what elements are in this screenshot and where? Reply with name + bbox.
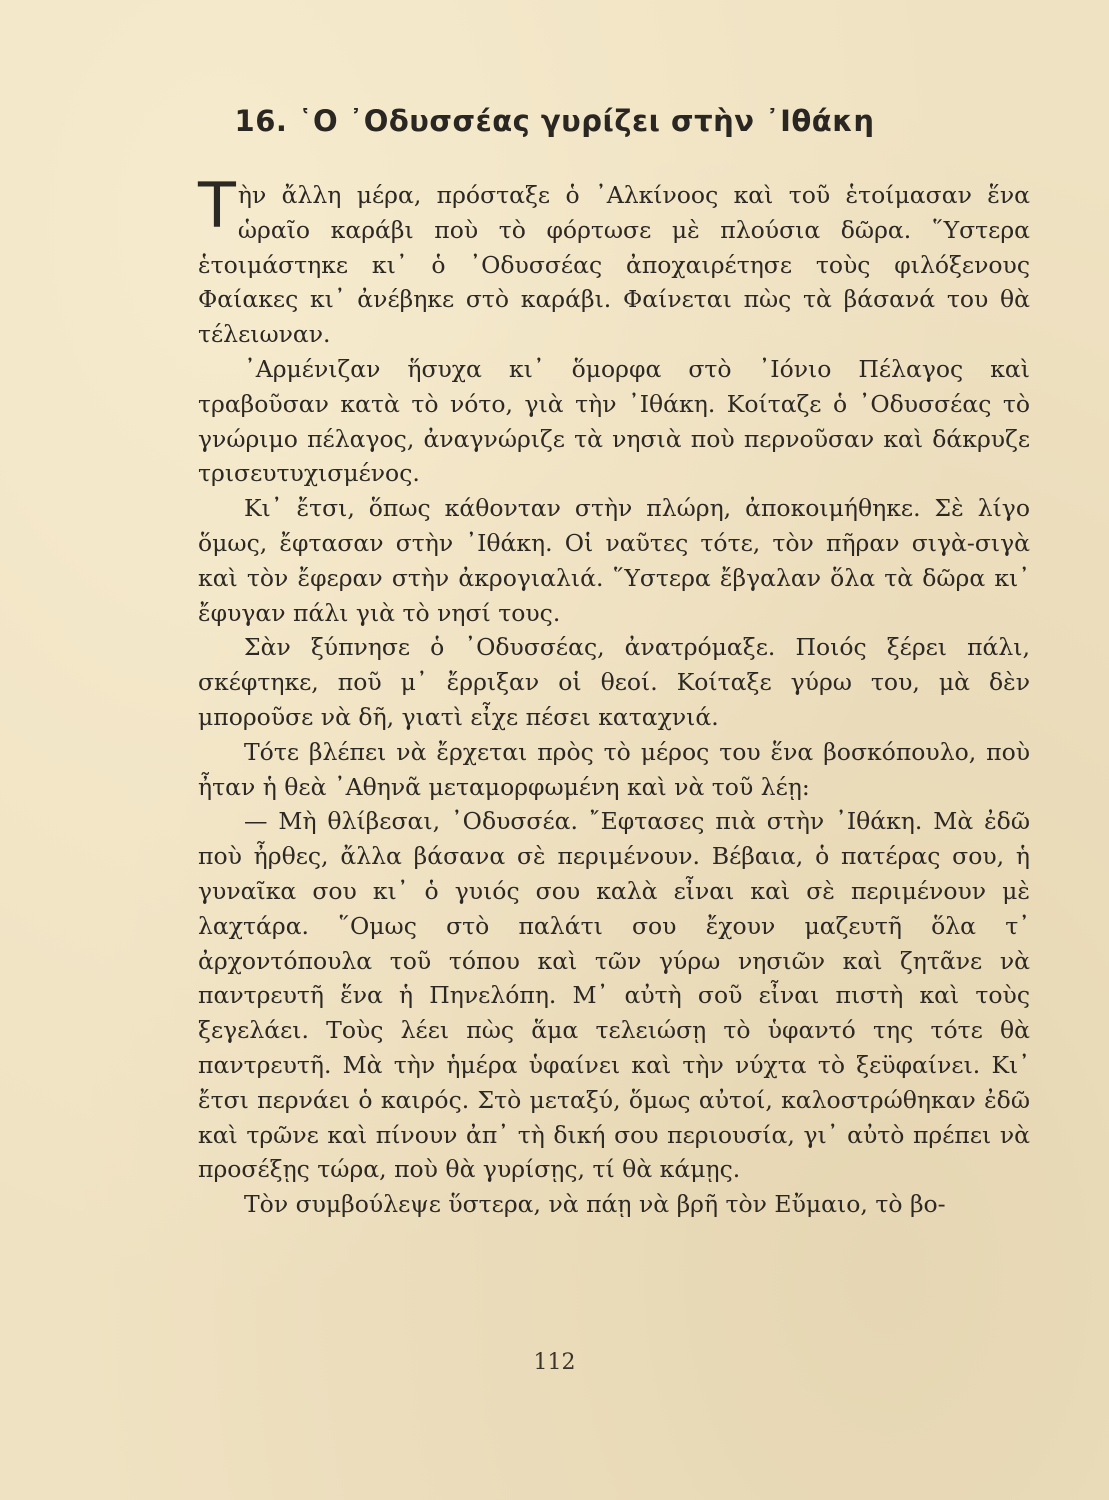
paragraph-7: Τὸν συμβούλεψε ὕστερα, νὰ πάῃ νὰ βρῆ τὸν Εὔμαιο, τὸ βο- — [244, 1190, 946, 1219]
paragraph-1 — [198, 169, 1030, 352]
drop-cap-letter: Τ — [198, 169, 236, 242]
chapter-heading: 16. ῾Ο ᾿Οδυσσέας γυρίζει στὴν ᾿Ιθάκη — [234, 104, 875, 138]
paragraph-6: — Μὴ θλίβεσαι, ᾿Οδυσσέα. ῎Εφτασες πιὰ στὴν ᾿Ιθάκη. Μὰ ἐδῶ ποὺ ἦρθες, ἄλλα βάσανα σὲ περιμένουν. Βέβαια, ὁ πατέρας σου, ἡ γυναῖκα σου κι᾿ ὁ γυιός σου καλὰ εἶναι καὶ σὲ περιμένουν μὲ λαχτάρα. ῞Ομως στὸ παλάτι σου ἔχουν μαζευτῆ ὅλα τ᾿ ἀρχοντόπουλα τοῦ τόπου καὶ τῶν γύρω νησιῶν καὶ ζητᾶνε νὰ παντρευτῆ ἕνα ἡ Πηνελόπη. Μ᾿ αὐτὴ σοῦ εἶναι πιστὴ καὶ τοὺς ξεγελάει. Τοὺς λέει πὼς ἅμα τελειώσῃ τὸ ὑφαντό της τότε θὰ παντρευτῆ. Μὰ τὴν ἡμέρα ὑφαίνει καὶ τὴν νύχτα τὸ ξεϋφαίνει. Κι᾿ ἔτσι περνάει ὁ καιρός. Στὸ μεταξύ, ὅμως αὐτοί, καλοστρώθηκαν ἐδῶ καὶ τρῶνε καὶ πίνουν ἀπ᾿ τὴ δική σου περιουσία, γι᾿ αὐτὸ πρέπει νὰ προσέξῃς τώρα, ποὺ θὰ γυρίσῃς, τί θὰ κάμῃς. — [198, 807, 1030, 1184]
paragraph-2: ᾿Αρμένιζαν ἥσυχα κι᾿ ὅμορφα στὸ ᾿Ιόνιο Πέλαγος καὶ τραβοῦσαν κατὰ τὸ νότο, γιὰ τὴν ᾿Ιθάκη. Κοίταζε ὁ ᾿Οδυσσέας τὸ γνώριμο πέλαγος, ἀναγνώριζε τὰ νησιὰ ποὺ περνοῦσαν καὶ δάκρυζε τρισευτυχισμένος. — [198, 354, 1030, 488]
chapter-body — [198, 169, 1030, 1222]
paragraph-3: Κι᾿ ἔτσι, ὅπως κάθονταν στὴν πλώρη, ἀποκοιμήθηκε. Σὲ λίγο ὅμως, ἔφτασαν στὴν ᾿Ιθάκη. Οἱ ναῦτες τότε, τὸν πῆραν σιγὰ-σιγὰ καὶ τὸν ἔφεραν στὴν ἀκρογιαλιά. ῞Υστερα ἔβγαλαν ὅλα τὰ δῶρα κι᾿ ἔφυγαν πάλι γιὰ τὸ νησί τους. — [198, 494, 1030, 627]
page-number: 112 — [533, 1350, 576, 1375]
paragraph-1-text: ὴν ἄλλη μέρα, πρόσταξε ὁ ᾿Αλκίνοος καὶ τοῦ ἑτοίμασαν ἕνα ὡραῖο καράβι ποὺ τὸ φόρτωσε μὲ πλούσια δῶρα. ῞Υστερα ἑτοιμάστηκε κι᾿ ὁ ᾿Οδυσσέας ἀποχαιρέτησε τοὺς φιλόξενους Φαίακες κι᾿ ἀνέβηκε στὸ καράβι. Φαίνεται πὼς τὰ βάσανά του θὰ τέλειωναν. — [198, 181, 1030, 349]
paragraph-5: Τότε βλέπει νὰ ἔρχεται πρὸς τὸ μέρος του ἕνα βοσκόπουλο, ποὺ ἦταν ἡ θεὰ ᾿Αθηνᾶ μεταμορφωμένη καὶ νὰ τοῦ λέῃ: — [198, 737, 1030, 801]
paragraph-4: Σὰν ξύπνησε ὁ ᾿Οδυσσέας, ἀνατρόμαξε. Ποιός ξέρει πάλι, σκέφτηκε, ποῦ μ᾿ ἔρριξαν οἱ θεοί. Κοίταξε γύρω του, μὰ δὲν μποροῦσε νὰ δῆ, γιατὶ εἶχε πέσει καταχνιά. — [198, 633, 1030, 731]
